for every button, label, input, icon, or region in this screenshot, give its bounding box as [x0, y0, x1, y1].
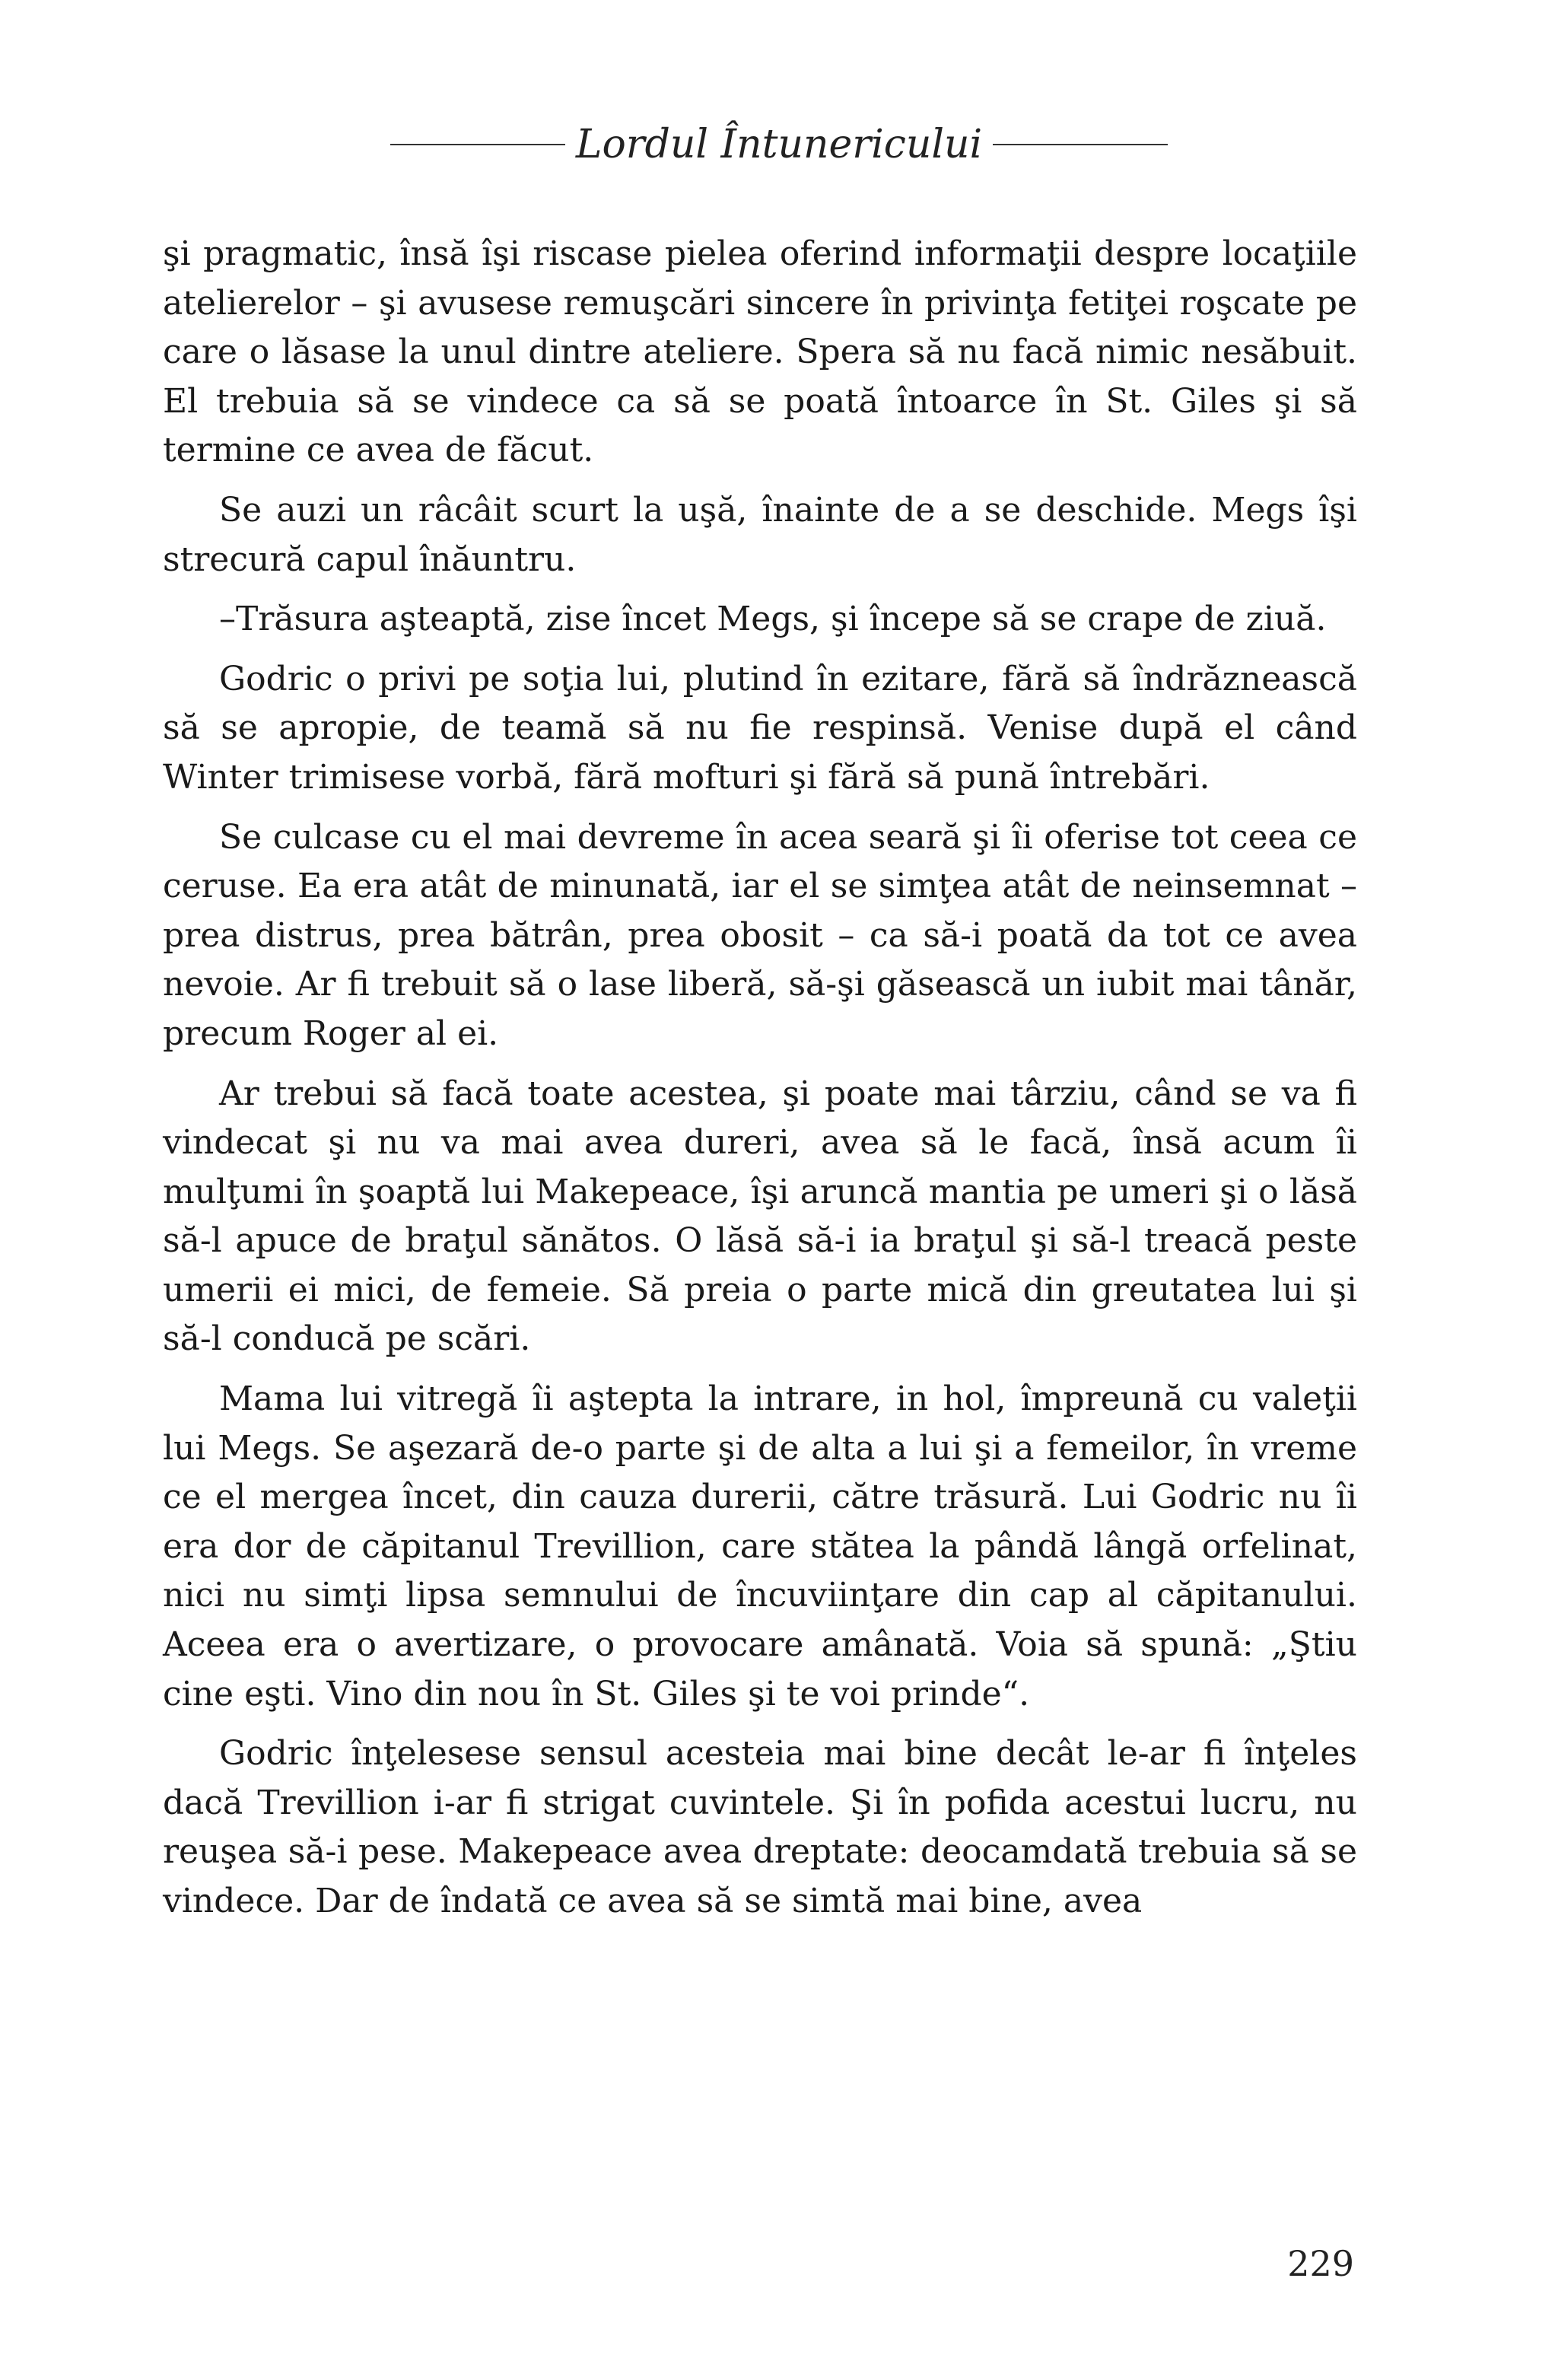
paragraph: Ar trebui să facă toate acestea, şi poate mai târziu, când se va fi vindecat şi nu va mai avea dureri, avea să le facă, însă acum îi mulţumi în şoaptă lui Makepeace, îşi aruncă mantia pe umeri şi o lăsă să-l apuce de braţul sănătos. O lăsă să-i ia braţul şi să-l treacă peste umerii ei mici, de femeie. Să preia o parte mică din greutatea lui şi să-l conducă pe scări.	[163, 1074, 1357, 1359]
paragraph: Godric înţelesese sensul acesteia mai bine decât le-ar fi înţeles dacă Trevillion i-ar fi strigat cuvintele. Şi în pofida acestui lucru, nu reuşea să-i pese. Makepeace avea dreptate: deocamdată trebuia să se vindece. Dar de îndată ce avea să se simtă mai bine, avea	[163, 1734, 1357, 1920]
paragraph: –Trăsura aşteaptă, zise încet Megs, şi începe să se crape de ziuă.	[219, 600, 1327, 639]
paragraph: şi pragmatic, însă îşi riscase pielea oferind informaţii despre locaţiile atelierelor – şi avusese remuşcări sincere în privinţa fetiţei roşcate pe care o lăsase la unul dintre ateliere. Spera să nu facă nimic nesăbuit. El trebuia să se vindece ca să se poată întoarce în St. Giles şi să termine ce avea de făcut.	[163, 234, 1357, 470]
paragraph: Godric o privi pe soţia lui, plutind în ezitare, fără să îndrăznească să se apropie, de teamă să nu fie respinsă. Venise după el când Winter trimisese vorbă, fără mofturi şi fără să pună întrebări.	[163, 659, 1357, 797]
running-title: Lordul Întunericului	[575, 122, 983, 167]
header-rule-right	[993, 144, 1168, 145]
body-text	[163, 230, 1357, 1937]
paragraph: Mama lui vitregă îi aştepta la intrare, in hol, împreună cu valeţii lui Megs. Se aşezară de-o parte şi de alta a lui şi a femeilor, în vreme ce el mergea încet, din cauza durerii, către trăsură. Lui Godric nu îi era dor de căpitanul Trevillion, care stătea la pândă lângă orfelinat, nici nu simţi lipsa semnului de încuviinţare din cap al căpitanului. Aceea era o avertizare, o provocare amânată. Voia să spună: „Ştiu cine eşti. Vino din nou în St. Giles şi te voi prinde“.	[163, 1379, 1357, 1713]
paragraph: Se auzi un râcâit scurt la uşă, înainte de a se deschide. Megs îşi strecură capul înăuntru.	[163, 490, 1357, 579]
paragraph: Se culcase cu el mai devreme în acea seară şi îi oferise tot ceea ce ceruse. Ea era atât de minunată, iar el se simţea atât de neinsemnat – prea distrus, prea bătrân, prea obosit – ca să-i poată da tot ce avea nevoie. Ar fi trebuit să o lase liberă, să-şi găsească un iubit mai tânăr, precum Roger al ei.	[163, 817, 1357, 1053]
header-rule-left	[390, 144, 565, 145]
running-header	[0, 114, 1558, 175]
page-number: 229	[1287, 2243, 1354, 2284]
